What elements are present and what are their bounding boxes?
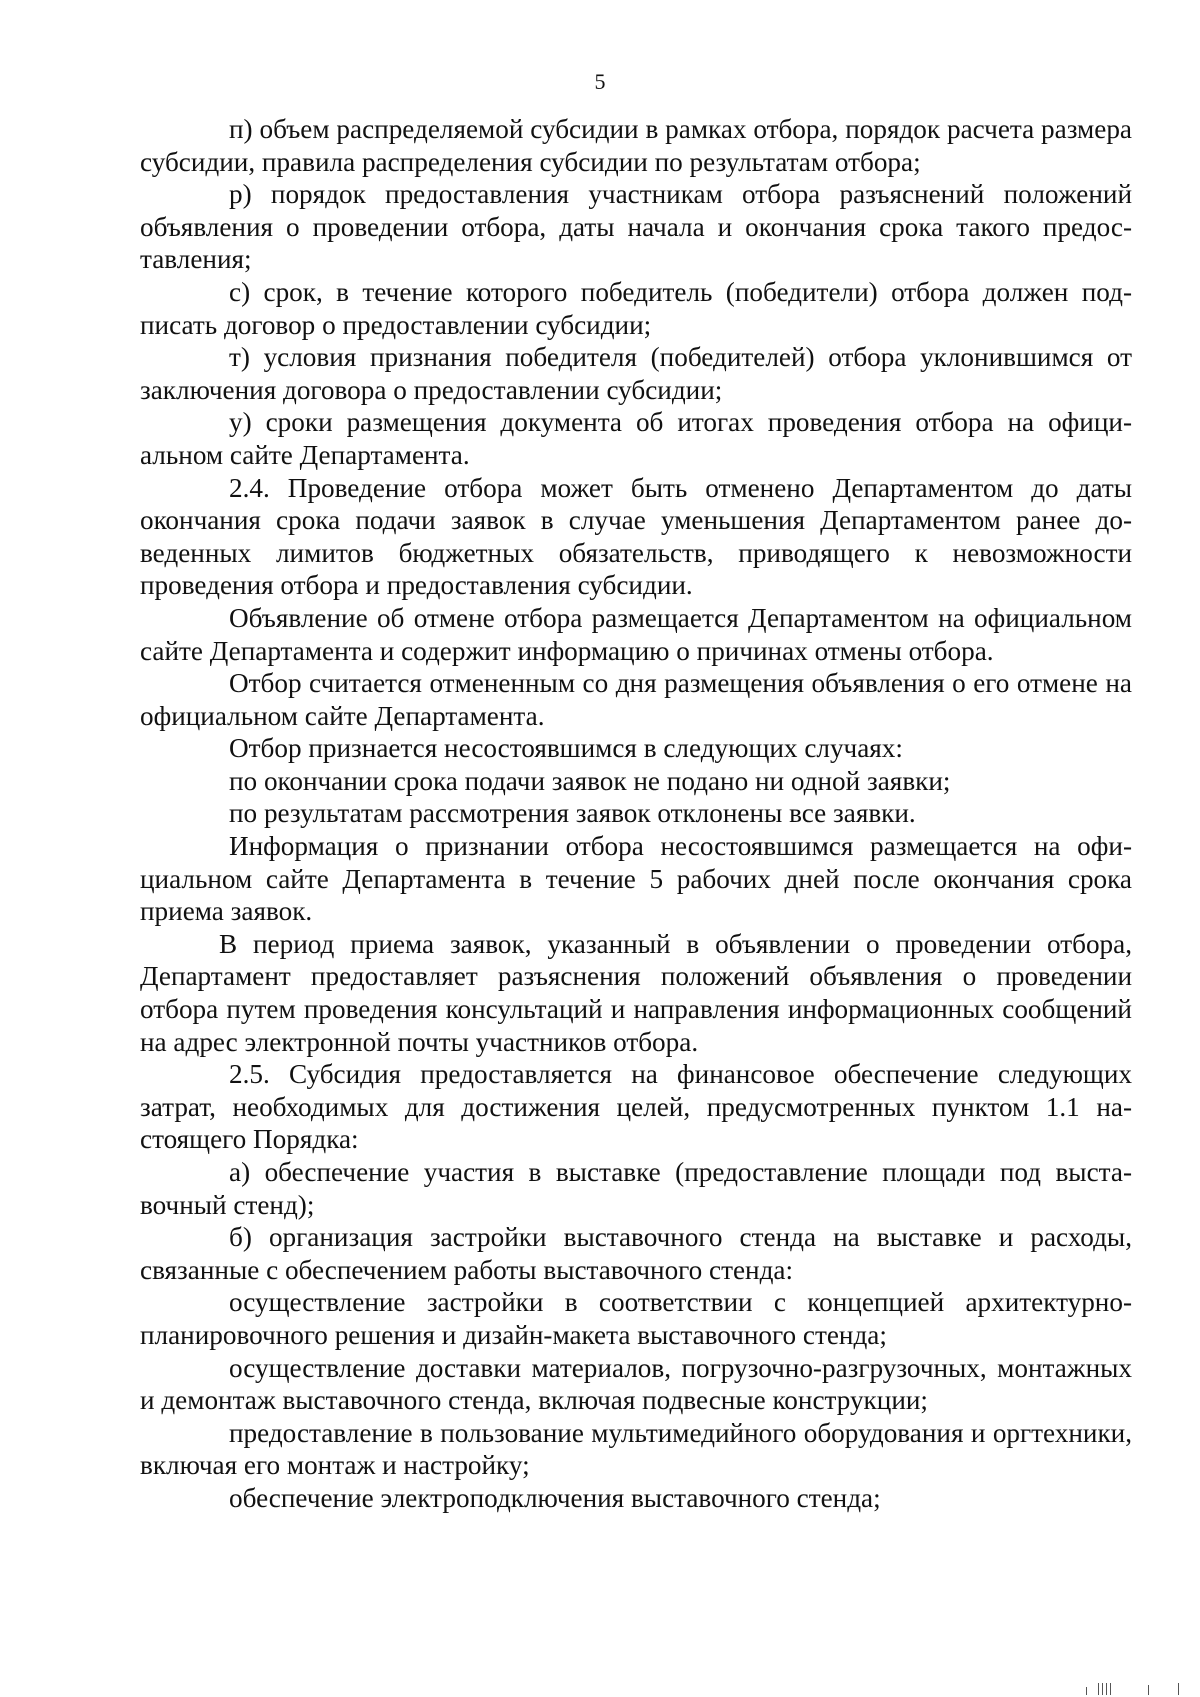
paragraph-failed-selection-info: Информация о признании отбора несостоявшимся размещается на официальном сайте Департамента в течение 5 рабочих дней после окончания срока приема заявок. (140, 831, 1132, 927)
paragraph-stand-construction: осуществление застройки в соответствии с концепцией архитектурно-планировочного решения и дизайн-макета выставочного стенда; (140, 1287, 1132, 1350)
paragraph-clause-2-4: 2.4. Проведение отбора может быть отменено Департаментом до даты окончания срока подачи заявок в случае уменьшения Департаментом ранее доведенных лимитов бюджетных обязательств, приводящего к невозможности проведения отбора и предоставления субсидии. (140, 472, 1132, 601)
paragraph-failed-case-no-applications: по окончании срока подачи заявок не подано ни одной заявки; (229, 765, 951, 796)
paragraph-cancellation-notice: Объявление об отмене отбора размещается Департаментом на официальном сайте Департамента и содержит информацию о причинах отмены отбора. (140, 602, 1132, 666)
scan-artifact-marks (1086, 1681, 1186, 1695)
paragraph-item-p: п) объем распределяемой субсидии в рамках отбора, порядок расчета размера субсидии, правила распределения субсидии по результатам отбора; (140, 114, 1132, 177)
paragraph-item-r: р) порядок предоставления участникам отбора разъяснений положений объявления о проведении отбора, даты начала и окончания срока такого предоставления; (140, 179, 1132, 275)
document-body (140, 113, 1132, 1515)
paragraph-cancellation-effective: Отбор считается отмененным со дня размещения объявления о его отмене на официальном сайте Департамента. (140, 668, 1132, 731)
paragraph-clause-2-5: 2.5. Субсидия предоставляется на финансовое обеспечение следующих затрат, необходимых для достижения целей, предусмотренных пунктом 1.1 настоящего Порядка: (140, 1059, 1132, 1155)
paragraph-item-t: т) условия признания победителя (победителей) отбора уклонившимся от заключения договора о предоставлении субсидии; (140, 342, 1132, 405)
paragraph-stand-delivery: осуществление доставки материалов, погрузочно-разгрузочных, монтажных и демонтаж выставочного стенда, включая подвесные конструкции; (140, 1352, 1132, 1416)
paragraph-item-u: у) сроки размещения документа об итогах проведения отбора на официальном сайте Департамента. (140, 407, 1132, 470)
paragraph-item-b: б) организация застройки выставочного стенда на выставке и расходы, связанные с обеспечением работы выставочного стенда: (140, 1222, 1132, 1285)
paragraph-item-a: а) обеспечение участия в выставке (предоставление площади под выставочный стенд); (140, 1157, 1132, 1220)
paragraph-failed-selection-intro: Отбор признается несостоявшимся в следующих случаях: (229, 733, 903, 764)
paragraph-multimedia-equipment: предоставление в пользование мультимедийного оборудования и оргтехники, включая его монтаж и настройку; (140, 1417, 1132, 1481)
paragraph-failed-case-all-rejected: по результатам рассмотрения заявок отклонены все заявки. (229, 798, 916, 829)
paragraph-clarifications-period: В период приема заявок, указанный в объявлении о проведении отбора, Департамент предоставляет разъяснения положений объявления о проведении отбора путем проведения консультаций и направления информационных сообщений на адрес электронной почты участников отбора. (140, 928, 1132, 1057)
paragraph-item-s: с) срок, в течение которого победитель (победители) отбора должен подписать договор о предоставлении субсидии; (140, 276, 1132, 340)
paragraph-power-connection: обеспечение электроподключения выставочного стенда; (229, 1482, 881, 1513)
page-number: 5 (594, 69, 606, 94)
